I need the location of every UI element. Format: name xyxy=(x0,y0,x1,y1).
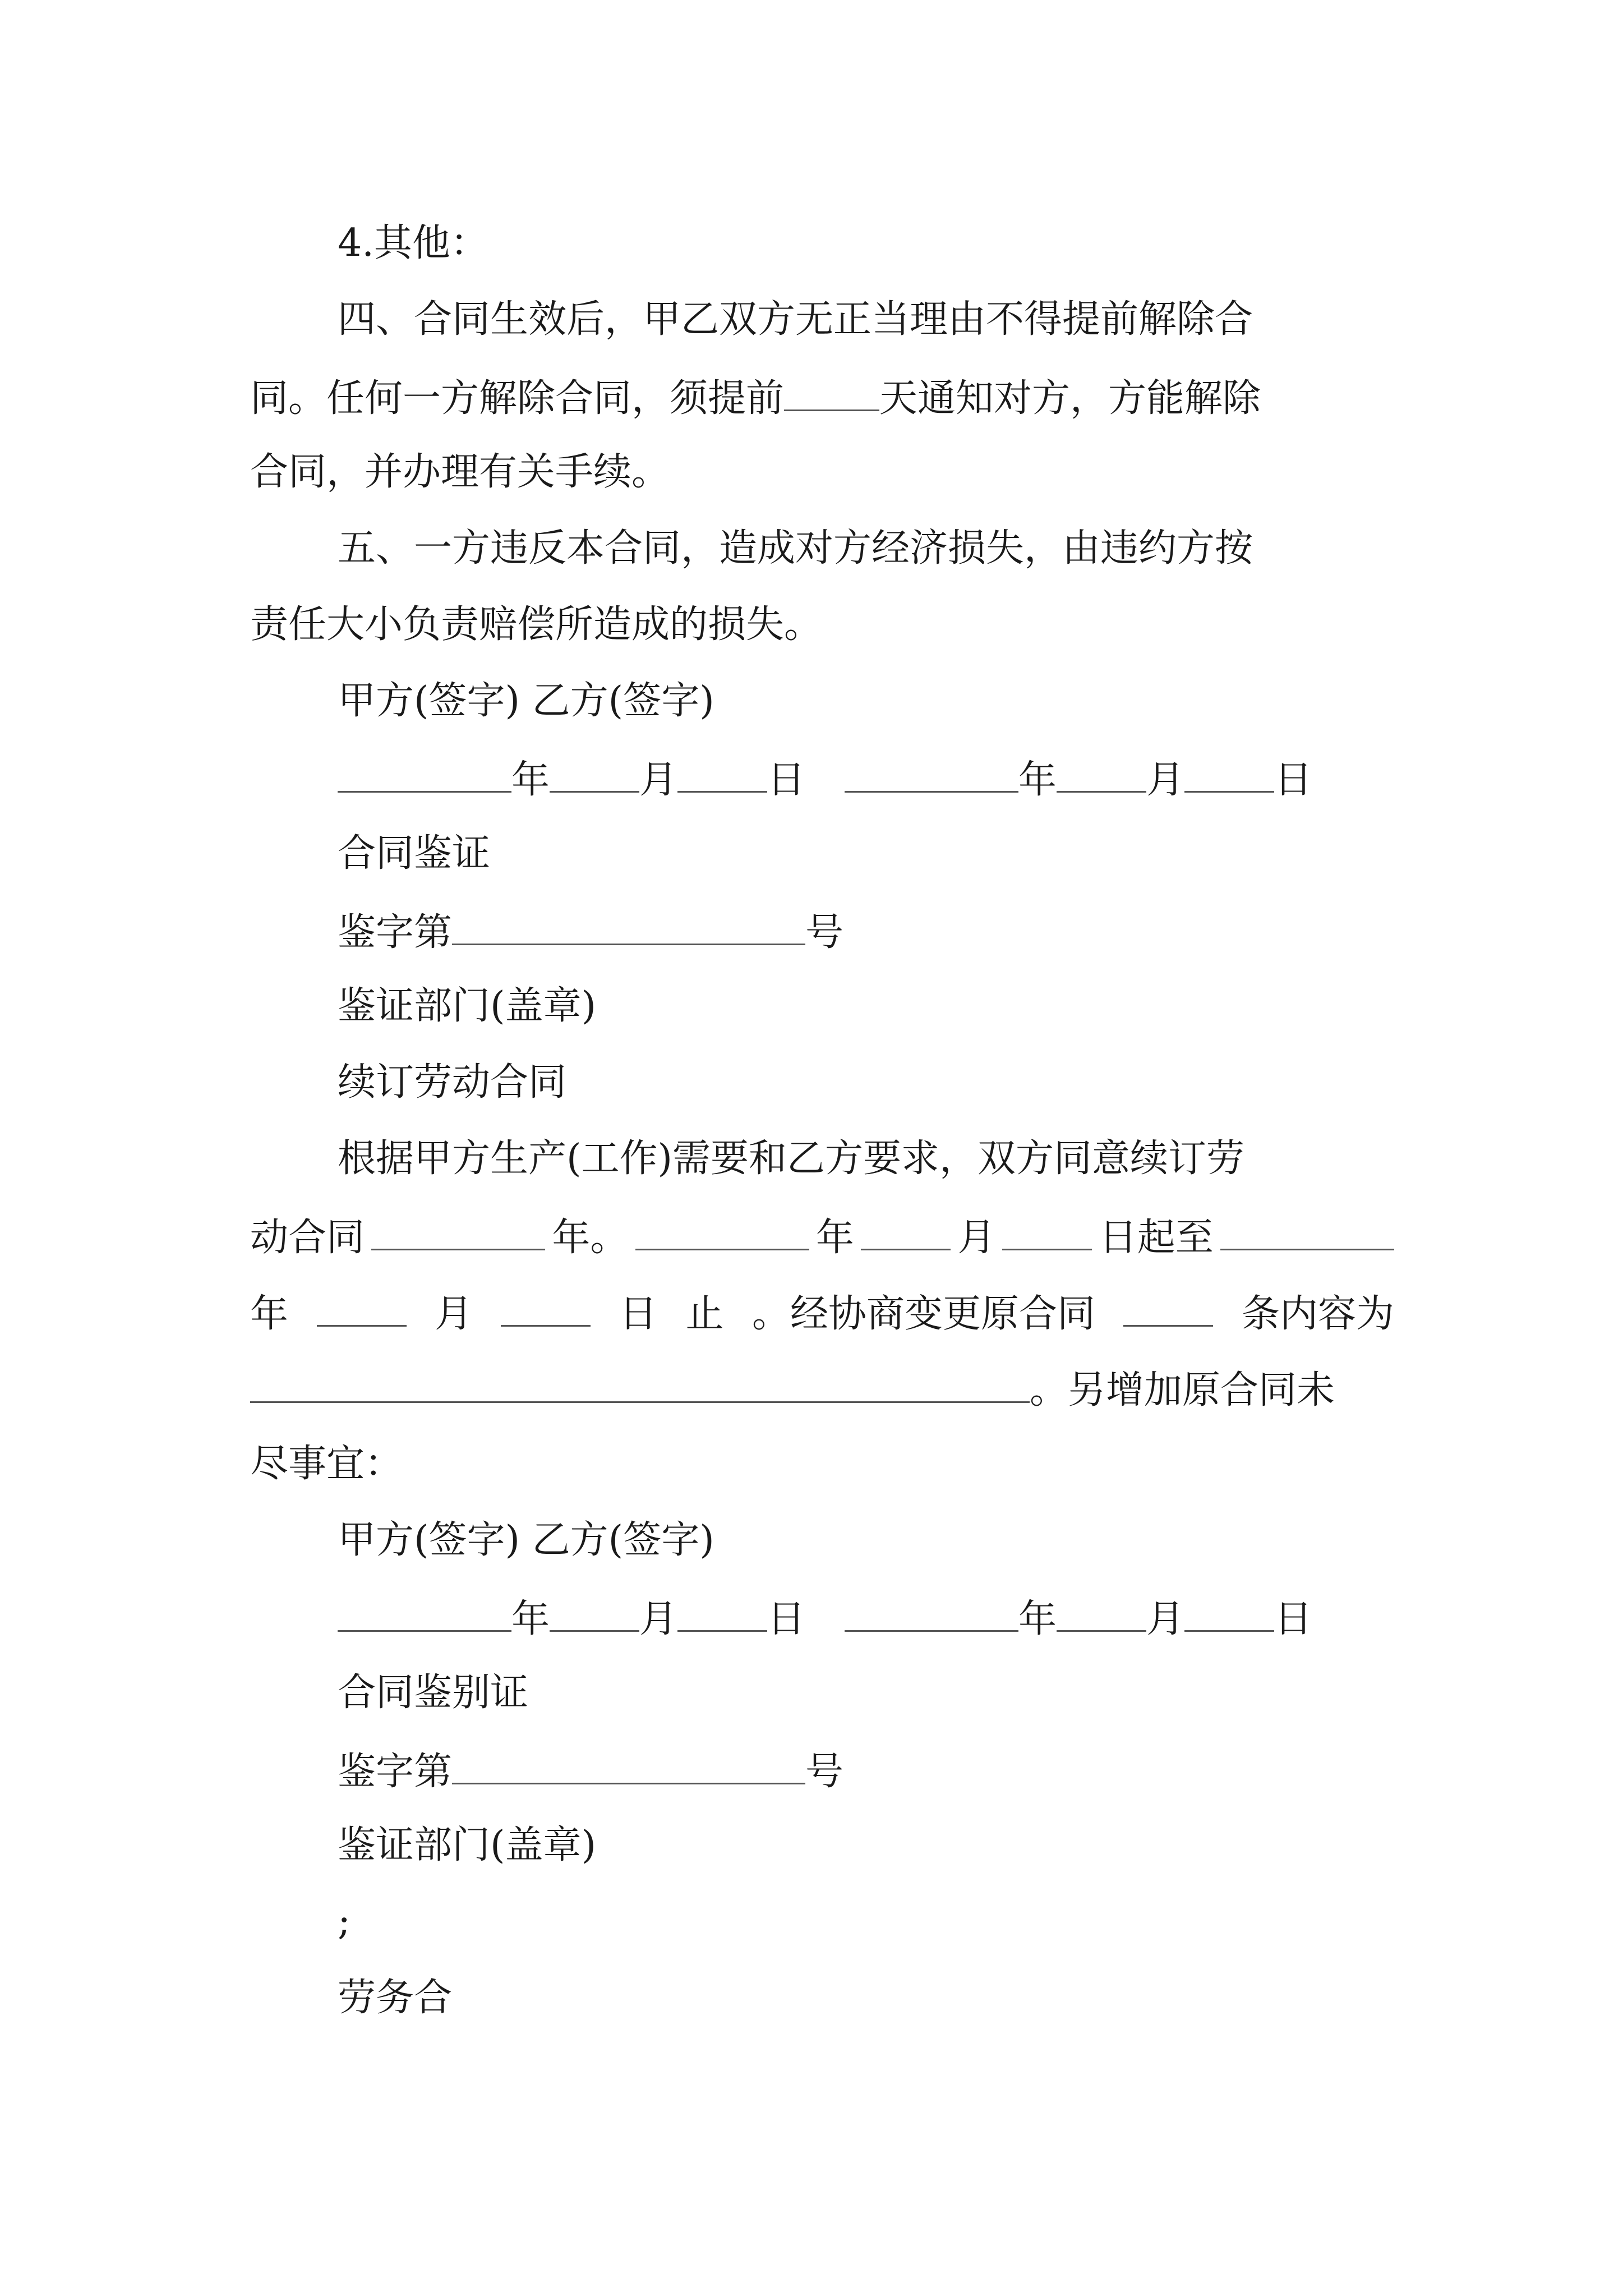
date-line-2: 年 月 日 年 月 日 xyxy=(338,1598,1312,1639)
month-blank[interactable] xyxy=(550,1598,639,1632)
end-day-blank[interactable] xyxy=(501,1292,591,1327)
year-blank[interactable] xyxy=(845,1598,1018,1632)
clause-5-line-2: 责任大小负责赔偿所造成的损失。 xyxy=(250,602,823,647)
end-month-blank[interactable] xyxy=(317,1292,407,1327)
notice-days-blank[interactable] xyxy=(784,377,879,411)
changed-content-blank[interactable] xyxy=(250,1369,1030,1403)
start-month-blank[interactable] xyxy=(861,1216,951,1250)
month-blank[interactable] xyxy=(550,758,639,793)
end-year-blank[interactable] xyxy=(1220,1216,1394,1250)
verification-department-2: 鉴证部门(盖章) xyxy=(338,1823,597,1867)
verification-number-line-2: 鉴字第 号 xyxy=(338,1749,844,1794)
renewal-line-4: 。另增加原合同未 xyxy=(250,1369,1335,1410)
month-blank[interactable] xyxy=(1057,1598,1146,1632)
labor-service-heading: 劳务合 xyxy=(338,1976,453,2020)
contract-identification-heading: 合同鉴别证 xyxy=(338,1671,529,1715)
verification-number-blank[interactable] xyxy=(452,1750,805,1784)
signature-line-1: 甲方(签字) 乙方(签字) xyxy=(338,679,714,723)
start-day-blank[interactable] xyxy=(1002,1216,1092,1250)
date-line-1: 年 月 日 年 月 日 xyxy=(338,758,1312,799)
item-4-other: 4.其他： xyxy=(338,221,488,265)
start-year-blank[interactable] xyxy=(635,1216,809,1250)
renewal-line-1: 根据甲方生产(工作)需要和乙方要求，双方同意续订劳 xyxy=(338,1137,1245,1181)
verification-department: 鉴证部门(盖章) xyxy=(338,984,597,1028)
clause-4-line-1: 四、合同生效后，甲乙双方无正当理由不得提前解除合 xyxy=(338,297,1253,342)
year-blank[interactable] xyxy=(845,758,1018,793)
semicolon-line: ; xyxy=(338,1899,351,1944)
year-blank[interactable] xyxy=(338,1598,511,1632)
clause-5-line-1: 五、一方违反本合同，造成对方经济损失，由违约方按 xyxy=(338,526,1253,570)
renewal-line-2: 动合同 年。 年 月 日起至 xyxy=(250,1216,1394,1257)
renewal-years-blank[interactable] xyxy=(371,1216,545,1250)
signature-line-2: 甲方(签字) 乙方(签字) xyxy=(338,1518,714,1562)
day-blank[interactable] xyxy=(677,1598,767,1632)
year-blank[interactable] xyxy=(338,758,511,793)
day-blank[interactable] xyxy=(1184,758,1274,793)
renewal-line-3: 年 月 日 止 。经协商变更原合同 条内容为 xyxy=(250,1291,1394,1336)
contract-verification-heading: 合同鉴证 xyxy=(338,831,491,876)
verification-number-line: 鉴字第 号 xyxy=(338,910,844,955)
verification-number-blank[interactable] xyxy=(452,911,805,945)
clause-4-line-3: 合同，并办理有关手续。 xyxy=(250,450,670,494)
clause-4-line-2: 同。任何一方解除合同，须提前 天通知对方，方能解除 xyxy=(250,376,1261,421)
renewal-line-5: 尽事宜： xyxy=(250,1442,403,1486)
day-blank[interactable] xyxy=(1184,1598,1274,1632)
renewal-heading: 续订劳动合同 xyxy=(338,1060,567,1105)
clause-count-blank[interactable] xyxy=(1123,1292,1213,1327)
month-blank[interactable] xyxy=(1057,758,1146,793)
day-blank[interactable] xyxy=(677,758,767,793)
